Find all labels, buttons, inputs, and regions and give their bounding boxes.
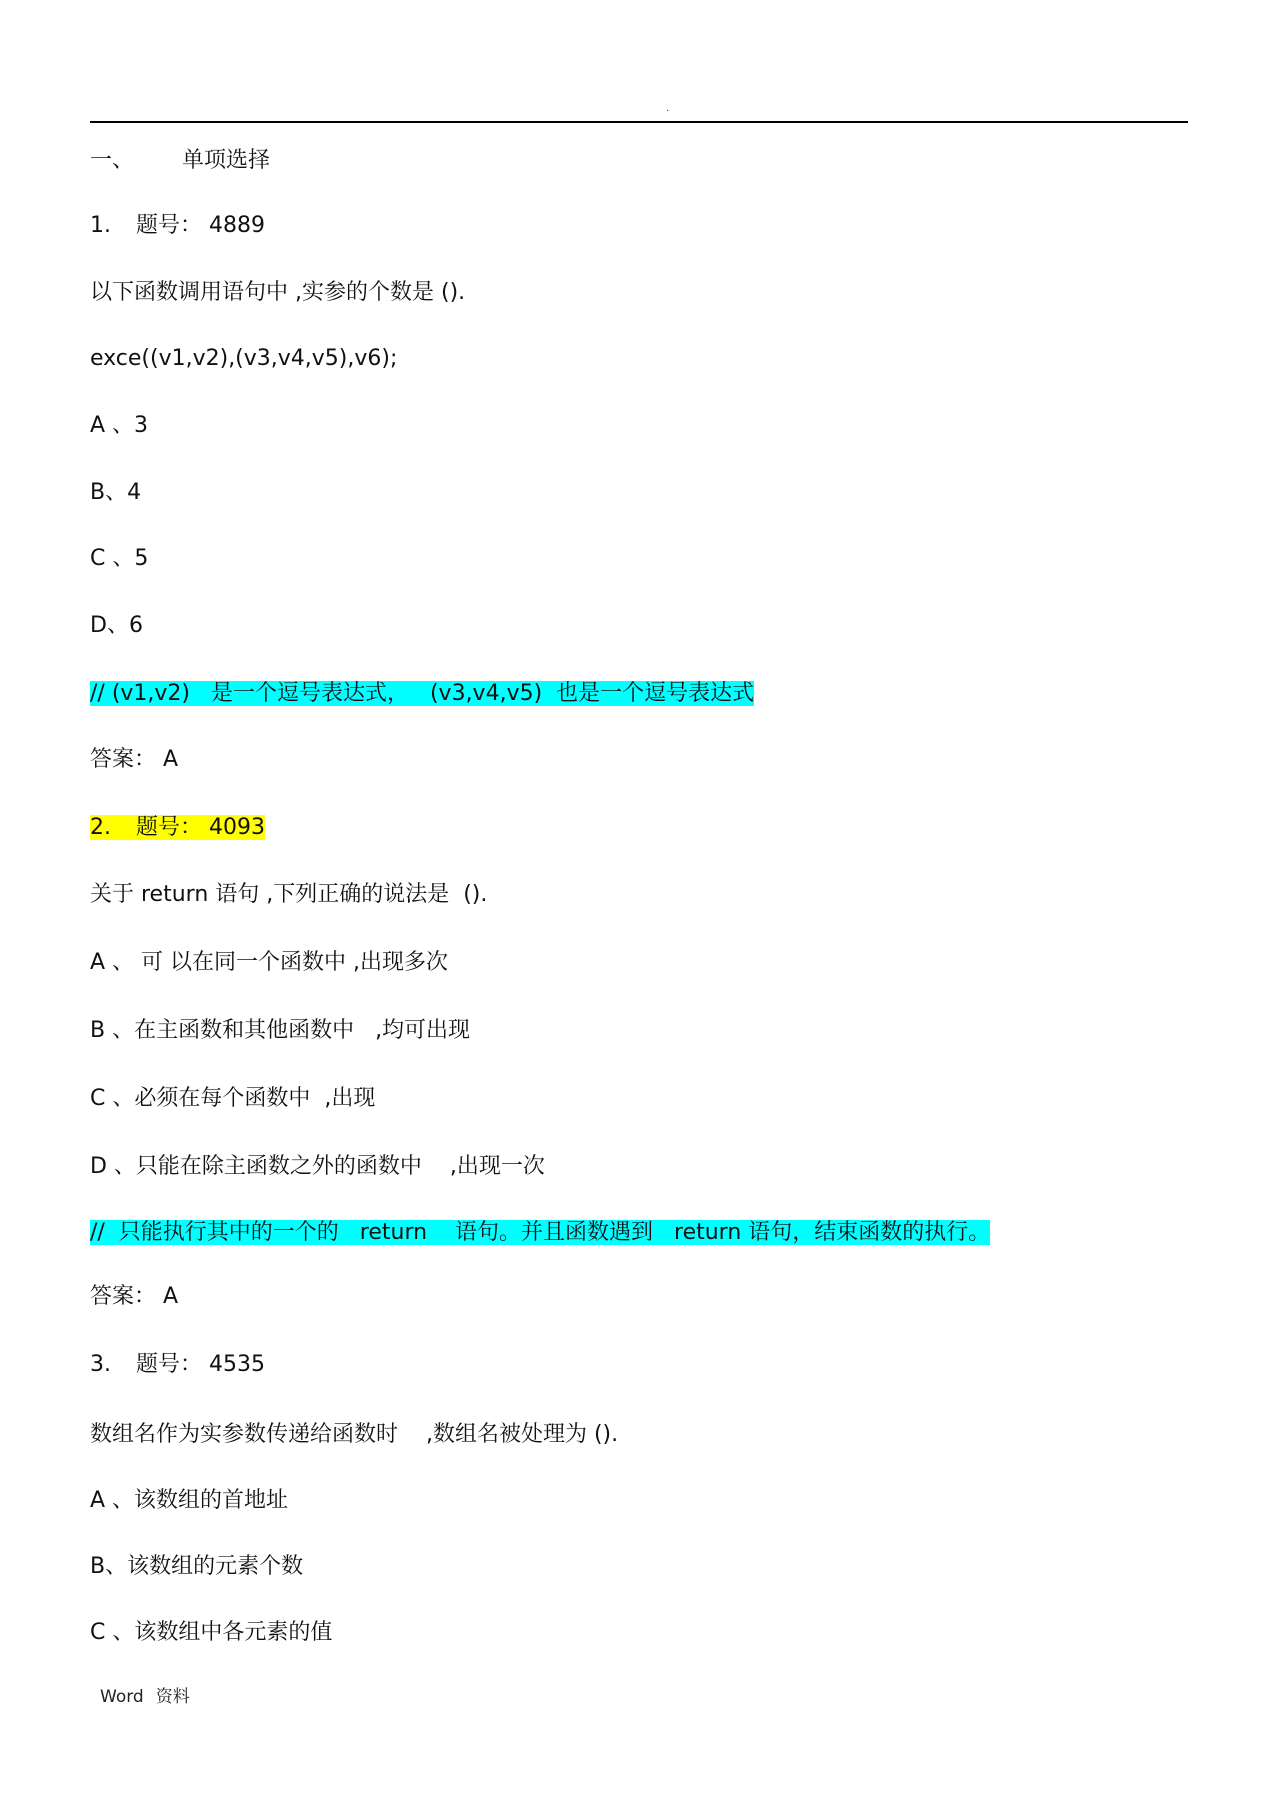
question-id-label: 题号：	[136, 213, 203, 238]
question-1-header	[90, 211, 265, 241]
question-1-answer: 答案： A	[90, 747, 179, 772]
question-2-option-b: B 、在主函数和其他函数中 ,均可出现	[90, 1018, 471, 1043]
question-1-option-a: A 、3	[90, 413, 149, 438]
question-1-option-c: C 、5	[90, 546, 149, 571]
highlighted-header	[90, 815, 265, 840]
question-3-option-b: B、该数组的元素个数	[90, 1554, 304, 1579]
question-1-code: exce((v1,v2),(v3,v4,v5),v6);	[90, 346, 398, 371]
question-2-note	[90, 1218, 990, 1248]
question-1-option-b: B、4	[90, 480, 142, 505]
question-2-option-d: D 、只能在除主函数之外的函数中 ,出现一次	[90, 1154, 545, 1179]
question-2-answer: 答案： A	[90, 1284, 179, 1309]
highlighted-note: // 只能执行其中的一个的 return 语句。并且函数遇到 return 语句，结束函数的执行。	[90, 1220, 991, 1245]
question-id: 4535	[209, 1352, 266, 1377]
question-1-stem: 以下函数调用语句中 ,实参的个数是 ().	[90, 280, 466, 305]
question-number: 1.	[90, 213, 111, 238]
question-number: 3.	[90, 1352, 111, 1377]
section-heading	[90, 146, 270, 176]
question-3-option-c: C 、该数组中各元素的值	[90, 1620, 333, 1645]
question-id: 4093	[209, 815, 266, 840]
question-2-header	[90, 813, 265, 843]
footer-word: Word	[100, 1687, 144, 1707]
question-id-label: 题号：	[136, 815, 203, 840]
highlighted-note: // (v1,v2) 是一个逗号表达式， (v3,v4,v5) 也是一个逗号表达式	[90, 681, 755, 706]
footer	[100, 1685, 190, 1709]
header-dot: .	[666, 103, 670, 114]
section-title: 单项选择	[182, 148, 271, 173]
question-1-note	[90, 679, 754, 709]
question-1-option-d: D、6	[90, 613, 143, 638]
question-id: 4889	[209, 213, 266, 238]
question-id-label: 题号：	[136, 1352, 203, 1377]
question-number: 2.	[90, 815, 111, 840]
question-2-option-a: A 、 可 以在同一个函数中 ,出现多次	[90, 950, 449, 975]
header-rule	[90, 121, 1188, 123]
question-3-stem: 数组名作为实参数传递给函数时 ,数组名被处理为 ().	[90, 1422, 619, 1447]
footer-label: 资料	[155, 1687, 190, 1707]
question-2-option-c: C 、必须在每个函数中 ,出现	[90, 1086, 376, 1111]
question-2-stem: 关于 return 语句 ,下列正确的说法是 ().	[90, 882, 488, 907]
question-3-header	[90, 1350, 265, 1380]
section-number: 一、	[90, 148, 135, 173]
question-3-option-a: A 、该数组的首地址	[90, 1488, 289, 1513]
